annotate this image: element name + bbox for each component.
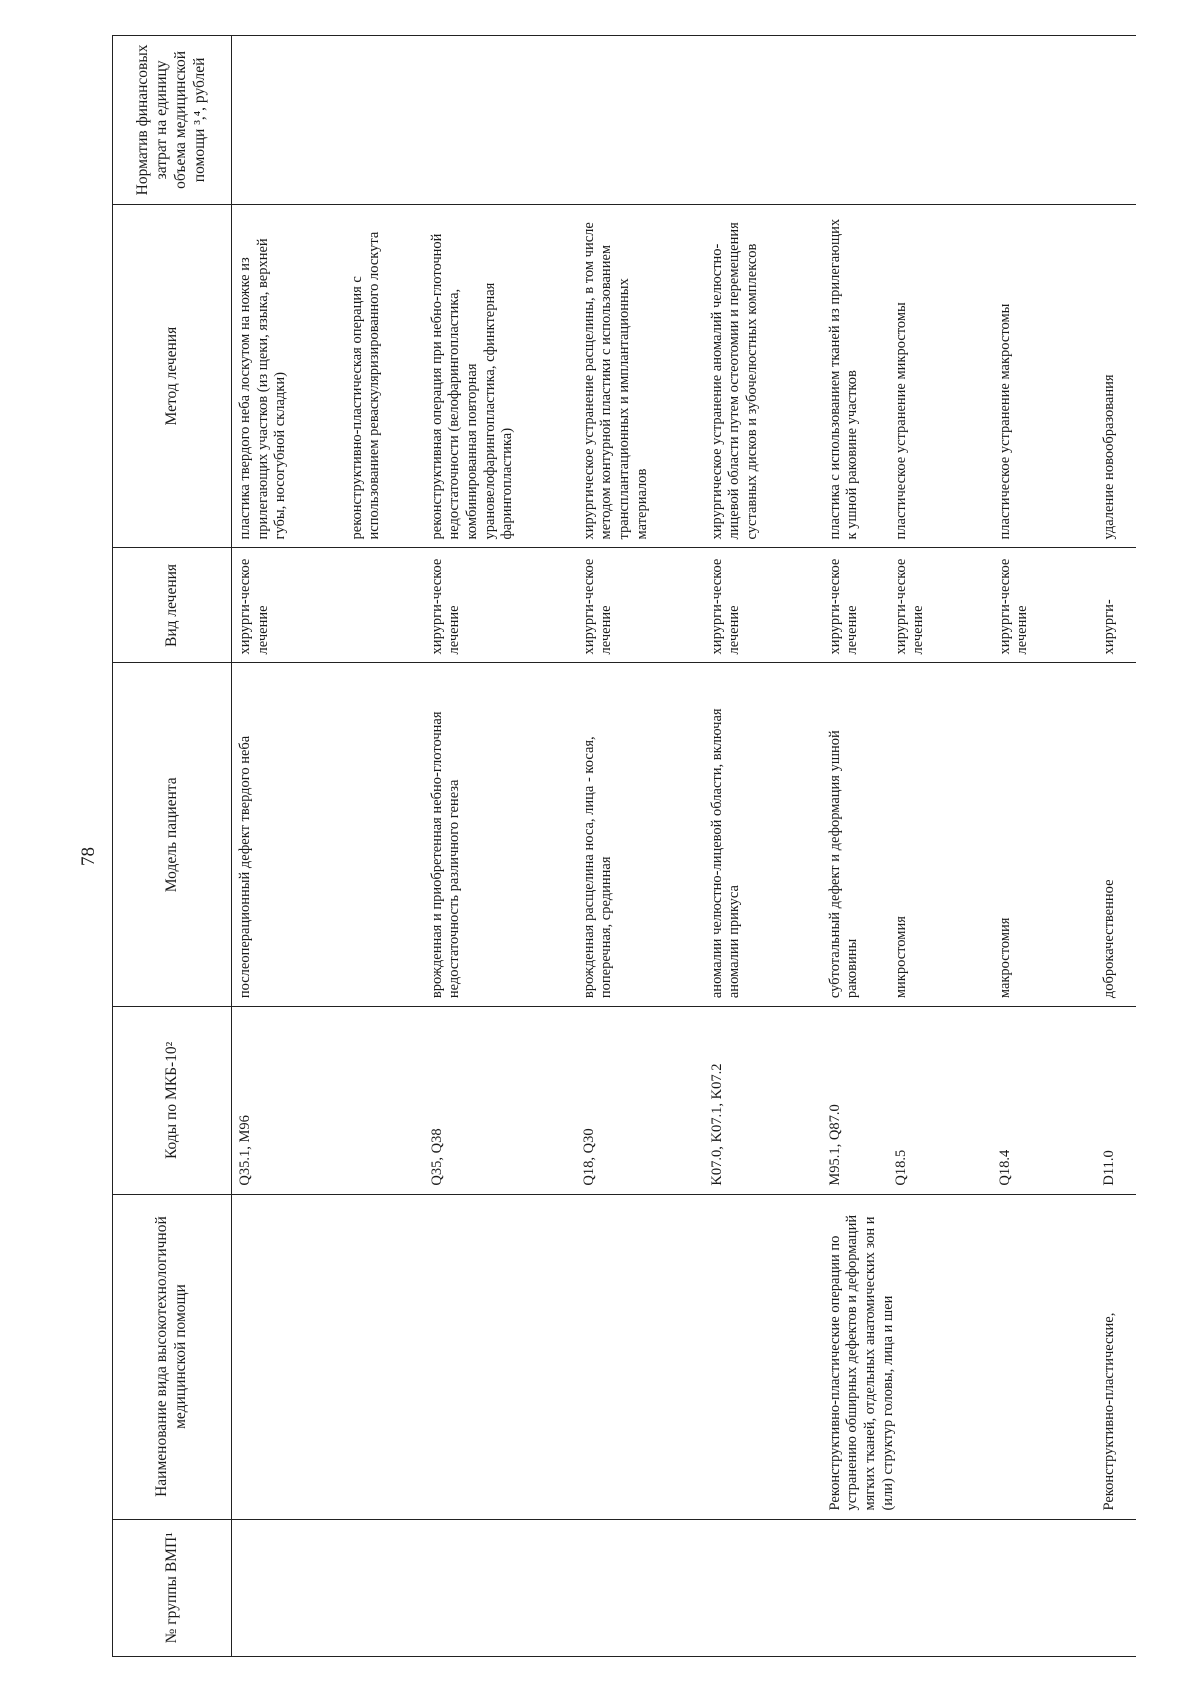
cell-cost bbox=[232, 36, 344, 205]
cell-type: хирурги-ческое лечение bbox=[232, 548, 344, 663]
cell-model: микростомия bbox=[888, 663, 992, 1007]
cell-group bbox=[424, 1519, 576, 1656]
cell-codes bbox=[344, 1007, 424, 1194]
cell-codes: Q35, Q38 bbox=[424, 1007, 576, 1194]
table-row bbox=[344, 36, 424, 1657]
cell-method: реконструктивно-пластическая операция с использованием реваскуляризированного лоскута bbox=[344, 204, 424, 548]
cell-cost bbox=[888, 36, 992, 205]
table-row bbox=[424, 36, 576, 1657]
header-treatment-type: Вид лечения bbox=[113, 548, 232, 663]
cell-model: субтотальный дефект и деформация ушной раковины bbox=[822, 663, 888, 1007]
cell-codes: Q18.4 bbox=[992, 1007, 1096, 1194]
cell-group bbox=[1096, 1519, 1136, 1656]
table-row bbox=[704, 36, 822, 1657]
header-vmp-name: Наименование вида высокотехнологичной медицинской помощи bbox=[113, 1194, 232, 1519]
cell-name bbox=[344, 1194, 424, 1519]
cell-method: реконструктивная операция при небно-глоточной недостаточности (велофарингопластика, комбинированная повторная урановелофарингопластика, сфинктерная фарингопластика) bbox=[424, 204, 576, 548]
cell-name: Реконструктивно-пластические операции по устранению обширных дефектов и деформаций мягких тканей, отдельных анатомических зон и (или) структур головы, лица и шеи bbox=[822, 1194, 1096, 1519]
cell-codes: M95.1, Q87.0 bbox=[822, 1007, 888, 1194]
cell-model: врожденная и приобретенная небно-глоточная недостаточность различного генеза bbox=[424, 663, 576, 1007]
cell-name bbox=[232, 1194, 344, 1519]
table-row bbox=[1096, 36, 1136, 1657]
cell-group bbox=[888, 1519, 992, 1656]
header-group-number: № группы ВМП¹ bbox=[113, 1519, 232, 1656]
header-patient-model: Модель пациента bbox=[113, 663, 232, 1007]
cell-method: пластическое устранение макростомы bbox=[992, 204, 1096, 548]
cell-name: Реконструктивно-пластические, bbox=[1096, 1194, 1136, 1519]
cell-name bbox=[424, 1194, 576, 1519]
cell-type: хирурги-ческое лечение bbox=[992, 548, 1096, 663]
cell-model bbox=[344, 663, 424, 1007]
cell-method: хирургическое устранение расщелины, в том числе методом контурной пластики с использованием трансплантационных и имплантационных материалов bbox=[576, 204, 704, 548]
cell-method: хирургическое устранение аномалий челюстно-лицевой области путем остеотомии и перемещения суставных дисков и зубочелюстных комплексов bbox=[704, 204, 822, 548]
cell-cost bbox=[822, 36, 888, 205]
cell-cost bbox=[992, 36, 1096, 205]
cell-type: хирурги- bbox=[1096, 548, 1136, 663]
cell-method: пластика твердого неба лоскутом на ножке из прилегающих участков (из щеки, языка, верхней губы, носогубной складки) bbox=[232, 204, 344, 548]
cell-model: аномалии челюстно-лицевой области, включая аномалии прикуса bbox=[704, 663, 822, 1007]
cell-group bbox=[344, 1519, 424, 1656]
table-header-row bbox=[113, 36, 232, 1657]
vmp-table bbox=[112, 35, 1136, 1657]
cell-name bbox=[576, 1194, 704, 1519]
cell-codes: D11.0 bbox=[1096, 1007, 1136, 1194]
cell-codes: Q35.1, M96 bbox=[232, 1007, 344, 1194]
cell-group bbox=[576, 1519, 704, 1656]
cell-method: удаление новообразования bbox=[1096, 204, 1136, 548]
cell-cost bbox=[344, 36, 424, 205]
cell-type: хирурги-ческое лечение bbox=[424, 548, 576, 663]
table-row bbox=[822, 36, 888, 1657]
cell-group bbox=[704, 1519, 822, 1656]
cell-codes: K07.0, K07.1, K07.2 bbox=[704, 1007, 822, 1194]
header-icd-codes: Коды по МКБ-10² bbox=[113, 1007, 232, 1194]
cell-method: пластика с использованием тканей из прилегающих к ушной раковине участков bbox=[822, 204, 888, 548]
cell-cost bbox=[1096, 36, 1136, 205]
cell-model: врожденная расщелина носа, лица - косая, поперечная, срединная bbox=[576, 663, 704, 1007]
cell-name bbox=[704, 1194, 822, 1519]
cell-type: хирурги-ческое лечение bbox=[888, 548, 992, 663]
cell-model: послеоперационный дефект твердого неба bbox=[232, 663, 344, 1007]
cell-cost bbox=[424, 36, 576, 205]
cell-model: доброкачественное bbox=[1096, 663, 1136, 1007]
cell-group bbox=[232, 1519, 344, 1656]
table-row bbox=[576, 36, 704, 1657]
cell-cost bbox=[576, 36, 704, 205]
cell-model: макростомия bbox=[992, 663, 1096, 1007]
cell-codes: Q18, Q30 bbox=[576, 1007, 704, 1194]
cell-method: пластическое устранение микростомы bbox=[888, 204, 992, 548]
header-cost-standard: Норматив финансовых затрат на единицу объема медицинской помощи ³,⁴, рублей bbox=[113, 36, 232, 205]
cell-type bbox=[344, 548, 424, 663]
cell-cost bbox=[704, 36, 822, 205]
cell-type: хирурги-ческое лечение bbox=[576, 548, 704, 663]
cell-type: хирурги-ческое лечение bbox=[822, 548, 888, 663]
cell-group bbox=[822, 1519, 888, 1656]
cell-group bbox=[992, 1519, 1096, 1656]
page-number: 78 bbox=[78, 847, 99, 866]
cell-codes: Q18.5 bbox=[888, 1007, 992, 1194]
cell-type: хирурги-ческое лечение bbox=[704, 548, 822, 663]
table-row bbox=[232, 36, 344, 1657]
header-treatment-method: Метод лечения bbox=[113, 204, 232, 548]
